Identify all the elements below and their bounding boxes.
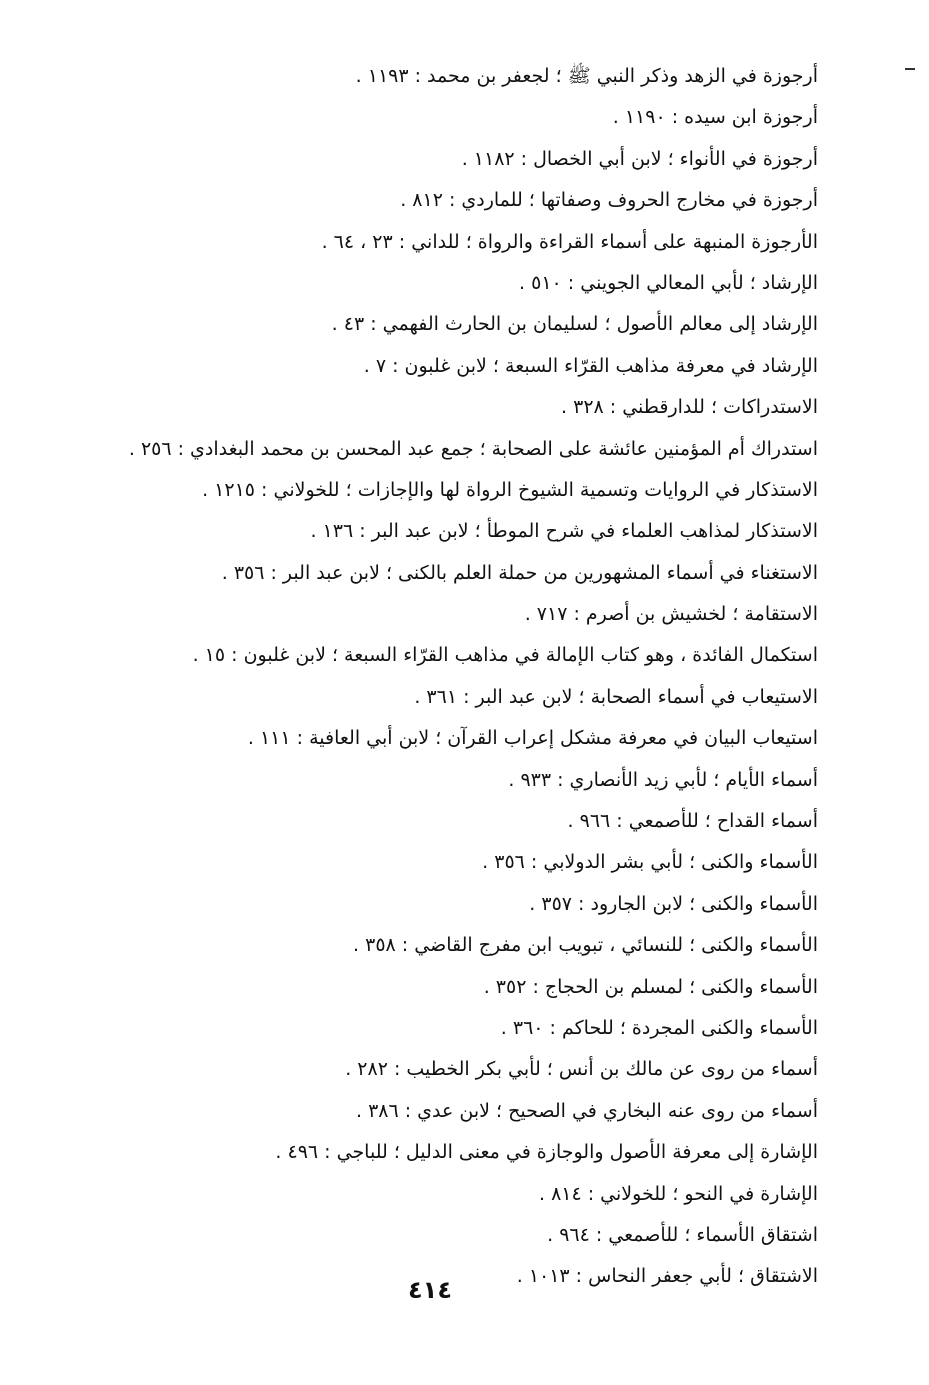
index-entry: الأسماء والكنى ؛ لأبي بشر الدولابي : ٣٥٦ .: [482, 851, 818, 874]
index-entry: الأسماء والكنى ؛ للنسائي ، تبويب ابن مفرج القاضي : ٣٥٨ .: [353, 934, 818, 957]
index-entry: الاستقامة ؛ لخشيش بن أصرم : ٧١٧ .: [524, 603, 818, 626]
index-entry: أسماء القداح ؛ للأصمعي : ٩٦٦ .: [567, 810, 818, 833]
index-entry: أسماء من روى عنه البخاري في الصحيح ؛ لابن عدي : ٣٨٦ .: [355, 1099, 818, 1122]
index-entry: أرجوزة في مخارج الحروف وصفاتها ؛ للماردي : ٨١٢ .: [400, 189, 818, 212]
index-entry: الاستذكار في الروايات وتسمية الشيوخ الرواة لها والإجازات ؛ للخولاني : ١٢١٥ .: [202, 478, 818, 501]
index-entry: استكمال الفائدة ، وهو كتاب الإمالة في مذاهب القرّاء السبعة ؛ لابن غلبون : ١٥ .: [192, 644, 818, 667]
index-entry: أرجوزة في الأنواء ؛ لابن أبي الخصال : ١١٨٢ .: [461, 147, 818, 170]
index-entry: الإرشاد ؛ لأبي المعالي الجويني : ٥١٠ .: [519, 271, 818, 294]
index-entry: الأسماء والكنى ؛ لابن الجارود : ٣٥٧ .: [529, 892, 818, 915]
index-entry: أسماء الأيام ؛ لأبي زيد الأنصاري : ٩٣٣ .: [508, 768, 818, 791]
index-entry: الأسماء والكنى ؛ لمسلم بن الحجاج : ٣٥٢ .: [483, 975, 818, 998]
index-entry: الإشارة إلى معرفة الأصول والوجازة في معنى الدليل ؛ للباجي : ٤٩٦ .: [275, 1141, 818, 1164]
index-entry: الاستذكار لمذاهب العلماء في شرح الموطأ ؛ لابن عبد البر : ١٣٦ .: [310, 520, 818, 543]
index-entry: الأسماء والكنى المجردة ؛ للحاكم : ٣٦٠ .: [500, 1016, 818, 1039]
index-entry: أرجوزة في الزهد وذكر النبي ﷺ ؛ لجعفر بن محمد : ١١٩٣ .: [355, 65, 818, 87]
page-number: ٤١٤: [408, 1276, 452, 1304]
index-entry: أرجوزة ابن سيده : ١١٩٠ .: [612, 106, 818, 129]
index-entry: الاستدراكات ؛ للدارقطني : ٣٢٨ .: [561, 396, 818, 419]
index-entry: استيعاب البيان في معرفة مشكل إعراب القرآن ؛ لابن أبي العافية : ١١١ .: [247, 727, 818, 750]
index-entry: الاستيعاب في أسماء الصحابة ؛ لابن عبد البر : ٣٦١ .: [414, 685, 818, 708]
index-entry: الإرشاد إلى معالم الأصول ؛ لسليمان بن الحارث الفهمي : ٤٣ .: [331, 313, 818, 336]
index-entry-list: [78, 56, 818, 1298]
margin-mark: [905, 68, 915, 70]
index-entry: اشتقاق الأسماء ؛ للأصمعي : ٩٦٤ .: [547, 1223, 818, 1246]
index-entry: استدراك أم المؤمنين عائشة على الصحابة ؛ جمع عبد المحسن بن محمد البغدادي : ٢٥٦ .: [128, 437, 818, 460]
index-entry: الإشارة في النحو ؛ للخولاني : ٨١٤ .: [538, 1182, 818, 1205]
index-entry: الأرجوزة المنبهة على أسماء القراءة والرواة ؛ للداني : ٢٣ ، ٦٤ .: [321, 230, 818, 253]
index-entry: الاستغناء في أسماء المشهورين من حملة العلم بالكنى ؛ لابن عبد البر : ٣٥٦ .: [221, 561, 818, 584]
index-entry: الإرشاد في معرفة مذاهب القرّاء السبعة ؛ لابن غلبون : ٧ .: [363, 354, 818, 377]
index-entry: الاشتقاق ؛ لأبي جعفر النحاس : ١٠١٣ .: [516, 1265, 818, 1288]
index-entry: أسماء من روى عن مالك بن أنس ؛ لأبي بكر الخطيب : ٢٨٢ .: [345, 1058, 818, 1081]
